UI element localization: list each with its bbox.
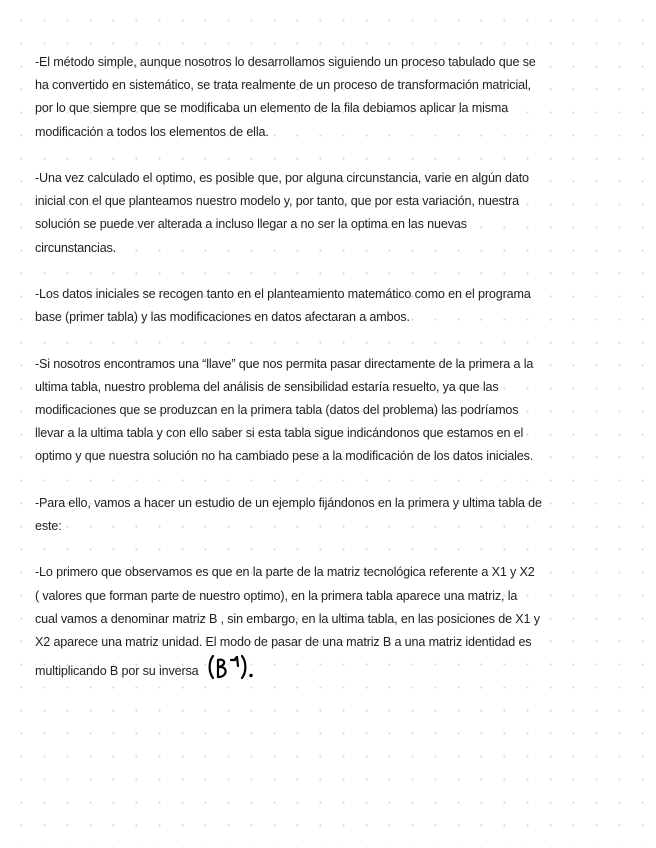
text-line: -Los datos iniciales se recogen tanto en el planteamiento matemático como en el programa xyxy=(35,287,531,301)
text-line: -El método simple, aunque nosotros lo desarrollamos siguiendo un proceso tabulado que se xyxy=(35,55,536,69)
text-line: modificaciones que se produzcan en la primera tabla (datos del problema) las podríamos xyxy=(35,403,519,417)
text-line: ha convertido en sistemático, se trata realmente de un proceso de transformación matricial, xyxy=(35,78,531,93)
text-line: ( valores que forman parte de nuestro optimo), en la primera tabla aparece una matriz, la xyxy=(35,588,518,603)
text-line: circunstancias. xyxy=(35,240,117,255)
text-line: -Una vez calculado el optimo, es posible que, por alguna circunstancia, varie en algún dato xyxy=(35,171,529,185)
text-line: X2 aparece una matriz unidad. El modo de pasar de una matriz B a una matriz identidad es xyxy=(35,635,532,649)
text-line: -Para ello, vamos a hacer un estudio de un ejemplo fijándonos en la primera y ultima tabla de xyxy=(35,495,542,510)
paragraph-matrix-b xyxy=(35,561,625,683)
paragraph-simplex-method xyxy=(35,51,625,144)
text-line: modificación a todos los elementos de ella. xyxy=(35,124,269,139)
text-line: llevar a la ultima tabla y con ello saber si esta tabla sigue indicándonos que estamos en el xyxy=(35,426,524,441)
document-body xyxy=(35,51,625,707)
handwritten-b-inverse-drawing xyxy=(207,654,259,680)
text-line: -Lo primero que observamos es que en la parte de la matriz tecnológica referente a X1 y X2 xyxy=(35,565,535,580)
paragraph-optimum-variation xyxy=(35,167,625,260)
text-line: ultima tabla, nuestro problema del análisis de sensibilidad estaría resuelto, ya que las xyxy=(35,379,499,394)
text-line: solución se puede ver alterada a incluso llegar a no ser la optima en las nuevas xyxy=(35,217,467,232)
text-line: optimo y que nuestra solución no ha cambiado pese a la modificación de los datos iniciales. xyxy=(35,449,534,464)
text-line-final xyxy=(35,654,625,683)
text-line: cual vamos a denominar matriz B , sin embargo, en la ultima tabla, en las posiciones de X1 y xyxy=(35,611,540,626)
text-line: inicial con el que planteamos nuestro modelo y, por tanto, que por esta variación, nuestra xyxy=(35,194,520,209)
text-line: -Si nosotros encontramos una “llave” que nos permita pasar directamente de la primera a la xyxy=(35,356,534,371)
text-line: base (primer tabla) y las modificaciones en datos afectaran a ambos. xyxy=(35,310,410,325)
handwritten-inverse-note xyxy=(207,654,259,680)
text-line: por lo que siempre que se modificaba un elemento de la fila debiamos aplicar la misma xyxy=(35,101,509,116)
final-line-text: multiplicando B por su inversa xyxy=(35,664,199,679)
paragraph-initial-data xyxy=(35,283,625,329)
paragraph-key-tableau xyxy=(35,353,625,469)
paragraph-example-study xyxy=(35,492,625,538)
text-line: este: xyxy=(35,519,62,533)
